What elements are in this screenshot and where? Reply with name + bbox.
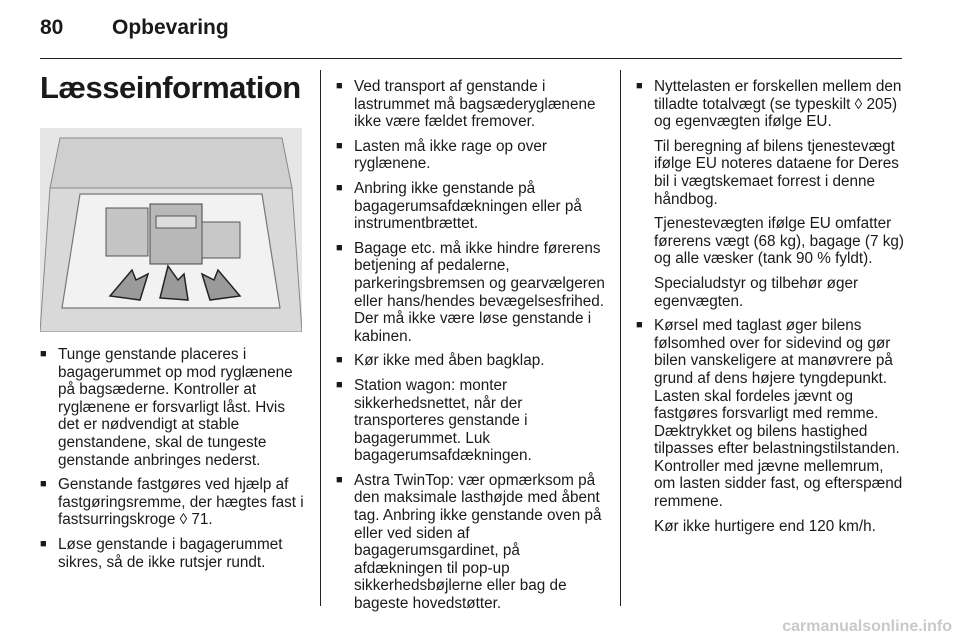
list-item: ■ Nyttelasten er forskellen mellem den tilladte totalvægt (se typeskilt ◊ 205) og egenvægten ifølge EU. xyxy=(636,78,908,131)
list-item: ■ Løse genstande i bagagerummet sikres, så de ikke rutsjer rundt. xyxy=(40,536,306,571)
list-item: ■ Station wagon: monter sikkerhedsnettet, når der transporteres genstande i bagagerummet. Luk bagagerumsafdækningen. xyxy=(336,377,608,465)
page-title: Læsseinformation xyxy=(40,70,301,105)
list-item: ■ Ved transport af genstande i lastrummet må bagsæderyglænene ikke være fældet fremover. xyxy=(336,78,608,131)
column-divider-2 xyxy=(620,70,621,606)
page-number: 80 xyxy=(40,16,64,39)
column-1 xyxy=(40,346,306,578)
list-item: ■ Bagage etc. må ikke hindre førerens betjening af pedalerne, parkeringsbremsen og gearvælgeren eller hans/hendes bevægelsesfrihed. Der må ikke være løse genstande i kabinen. xyxy=(336,240,608,346)
paragraph: Kør ikke hurtigere end 120 km/h. xyxy=(654,517,876,535)
list-item: ■ Kørsel med taglast øger bilens følsomhed over for sidevind og gør bilen vanskeligere at manøvrere på grund af dens højere tyngdepunkt. Lasten skal fordeles jævnt og fastgøres forsvarligt med remme. Dæktrykket og bilens hastighed tilpasses efter belastningstilstanden. Kontroller med jævne mellemrum, om lasten sidder fast, og efterspænd remmene. xyxy=(636,317,908,511)
cargo-illustration xyxy=(40,128,302,332)
list-item: ■ Anbring ikke genstande på bagagerumsafdækningen eller på instrumentbrættet. xyxy=(336,180,608,233)
paragraph: Specialudstyr og tilbehør øger egenvægten. xyxy=(654,274,859,310)
column-3 xyxy=(636,78,908,542)
paragraph: Til beregning af bilens tjenestevægt ifølge EU noteres dataene for Deres bil i vægtskemaet forrest i denne håndbog. xyxy=(654,137,899,208)
list-item: ■ Genstande fastgøres ved hjælp af fastgøringsremme, der hægtes fast i fastsurringskroge ◊ 71. xyxy=(40,476,306,529)
header-rule xyxy=(40,58,902,59)
page-header xyxy=(40,16,229,40)
section-title: Opbevaring xyxy=(112,16,229,39)
paragraph: Tjenestevægten ifølge EU omfatter førerens vægt (68 kg), bagage (7 kg) og alle væsker (tank 90 % fyldt). xyxy=(654,215,904,268)
column-2 xyxy=(336,78,608,620)
list-item: ■ Kør ikke med åben bagklap. xyxy=(336,352,608,370)
list-item: ■ Tunge genstande placeres i bagagerummet op mod ryglænene på bagsæderne. Kontroller at ryglænene er forsvarligt låst. Hvis det er nødvendigt at stable genstandene, skal de tungeste genstande anbringes nederst. xyxy=(40,346,306,469)
watermark: carmanualsonline.info xyxy=(782,618,952,635)
column-divider-1 xyxy=(320,70,321,606)
list-item: ■ Astra TwinTop: vær opmærksom på den maksimale lasthøjde med åbent tag. Anbring ikke genstande oven på eller ved siden af bagagerumsgardinet, på afdækningen til pop-up sikkerhedsbøjlerne eller bag de bageste hovedstøtter. xyxy=(336,472,608,613)
list-item: ■ Lasten må ikke rage op over ryglænene. xyxy=(336,138,608,173)
